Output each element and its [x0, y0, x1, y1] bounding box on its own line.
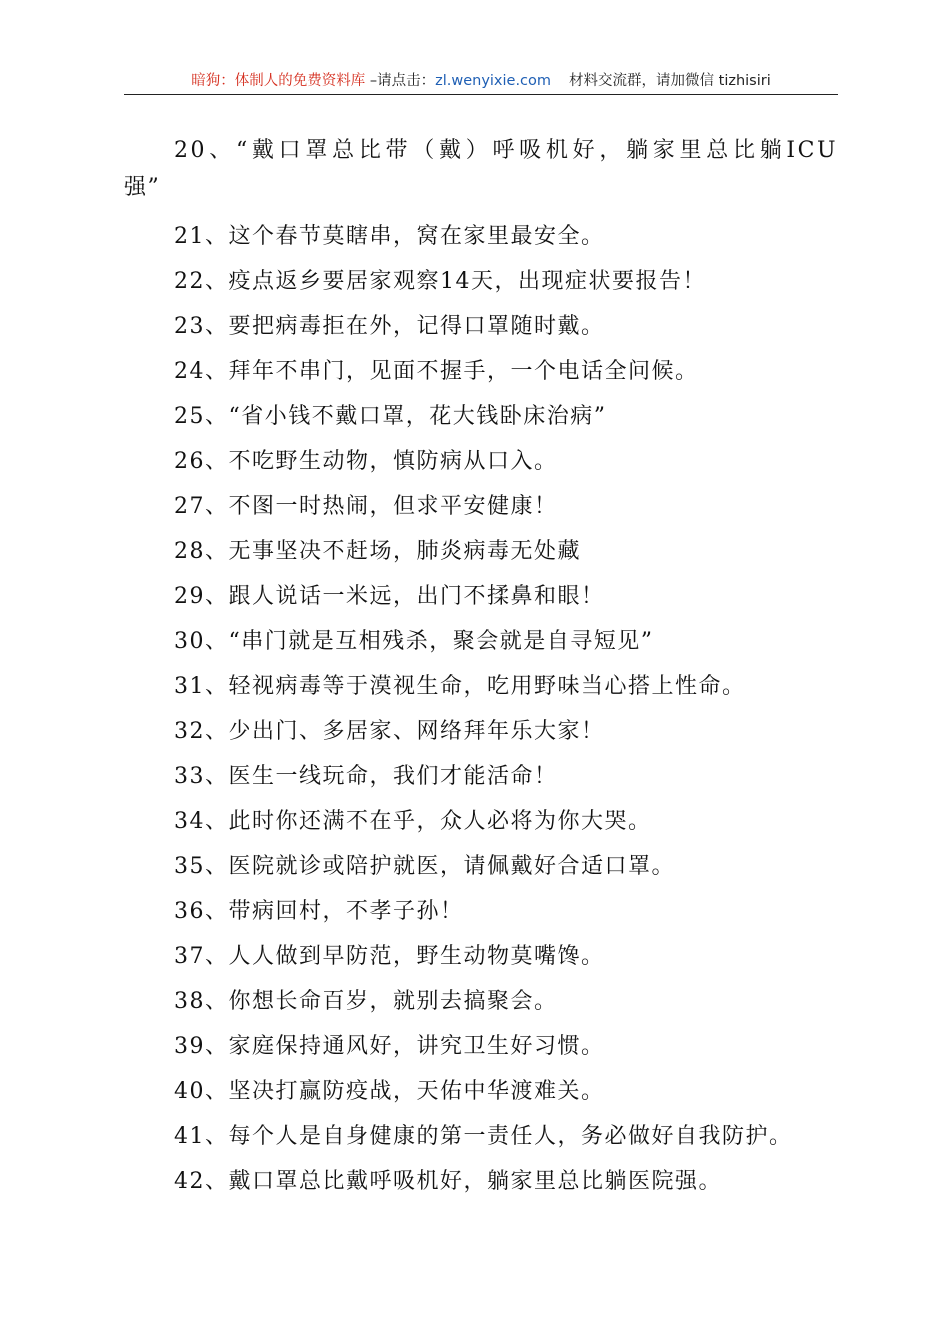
list-item [124, 849, 838, 894]
item-text: 要把病毒拒在外，记得口罩随时戴。 [228, 314, 605, 339]
item-text: “戴口罩总比带（戴）呼吸机好，躺家里总比躺ICU [235, 138, 838, 163]
list-item [124, 1029, 838, 1074]
page-header [124, 68, 838, 95]
item-number: 35、 [174, 854, 229, 879]
item-text: 这个春节莫瞎串，窝在家里最安全。 [228, 224, 605, 249]
item-number: 26、 [174, 449, 229, 474]
item-text: 少出门、多居家、网络拜年乐大家！ [228, 719, 605, 744]
header-prompt: –请点击： [365, 73, 436, 89]
item-number: 32、 [174, 719, 229, 744]
item-number: 40、 [174, 1079, 229, 1104]
list-item [124, 759, 838, 804]
list-item-continuation: 强” [124, 175, 161, 200]
item-number: 38、 [174, 989, 229, 1014]
item-number: 20、 [174, 138, 236, 163]
item-text: 拜年不串门，见面不握手，一个电话全问候。 [228, 359, 699, 384]
item-number: 34、 [174, 809, 229, 834]
item-number: 37、 [174, 944, 229, 969]
item-number: 23、 [174, 314, 229, 339]
list-item [124, 804, 838, 849]
item-number: 25、 [174, 404, 229, 429]
item-number: 36、 [174, 899, 229, 924]
item-text: 跟人说话一米远，出门不揉鼻和眼！ [228, 584, 605, 609]
item-text: “省小钱不戴口罩，花大钱卧床治病” [228, 404, 607, 429]
item-text: 疫点返乡要居家观察14天，出现症状要报告！ [228, 269, 706, 294]
item-number: 22、 [174, 269, 229, 294]
item-text: 医生一线玩命，我们才能活命！ [228, 764, 558, 789]
item-text: “串门就是互相残杀，聚会就是自寻短见” [228, 629, 654, 654]
item-number: 30、 [174, 629, 229, 654]
item-text: 无事坚决不赶场，肺炎病毒无处藏 [228, 539, 582, 564]
list-item [124, 264, 838, 309]
header-brand: 暗狗：体制人的免费资料库 [191, 73, 366, 89]
list-item [124, 984, 838, 1029]
item-number: 41、 [174, 1124, 229, 1149]
header-link[interactable]: zl.wenyixie.com [435, 73, 552, 89]
item-text: 医院就诊或陪护就医，请佩戴好合适口罩。 [228, 854, 676, 879]
list-item [124, 894, 838, 939]
item-number: 29、 [174, 584, 229, 609]
list-item [124, 939, 838, 984]
item-number: 21、 [174, 224, 229, 249]
header-group-note: 材料交流群，请加微信 tizhisiri [569, 73, 771, 89]
list-item [124, 579, 838, 624]
item-number: 27、 [174, 494, 229, 519]
item-number: 28、 [174, 539, 229, 564]
item-text: 家庭保持通风好，讲究卫生好习惯。 [228, 1034, 605, 1059]
list-item [124, 309, 838, 354]
list-item [124, 219, 838, 264]
item-text: 带病回村，不孝子孙！ [228, 899, 464, 924]
slogan-list [124, 133, 838, 1209]
list-item [124, 534, 838, 579]
item-text: 戴口罩总比戴呼吸机好，躺家里总比躺医院强。 [228, 1169, 723, 1194]
item-number: 24、 [174, 359, 229, 384]
item-number: 42、 [174, 1169, 229, 1194]
item-text: 每个人是自身健康的第一责任人，务必做好自我防护。 [228, 1124, 793, 1149]
list-item [124, 669, 838, 714]
item-text: 人人做到早防范，野生动物莫嘴馋。 [228, 944, 605, 969]
list-item [124, 1074, 838, 1119]
item-number: 33、 [174, 764, 229, 789]
list-item [124, 444, 838, 489]
item-text: 你想长命百岁，就别去搞聚会。 [228, 989, 558, 1014]
list-item [124, 624, 838, 669]
item-text: 此时你还满不在乎，众人必将为你大哭。 [228, 809, 652, 834]
list-item [124, 1119, 838, 1164]
item-number: 31、 [174, 674, 229, 699]
item-text: 坚决打赢防疫战，天佑中华渡难关。 [228, 1079, 605, 1104]
item-text: 不吃野生动物，慎防病从口入。 [228, 449, 558, 474]
list-item [124, 489, 838, 534]
item-text: 轻视病毒等于漠视生命，吃用野味当心搭上性命。 [228, 674, 746, 699]
list-item [124, 354, 838, 399]
item-number: 39、 [174, 1034, 229, 1059]
list-item [124, 133, 838, 170]
item-text: 不图一时热闹，但求平安健康！ [228, 494, 558, 519]
list-item [124, 399, 838, 444]
list-item [124, 714, 838, 759]
list-item [124, 1164, 838, 1209]
